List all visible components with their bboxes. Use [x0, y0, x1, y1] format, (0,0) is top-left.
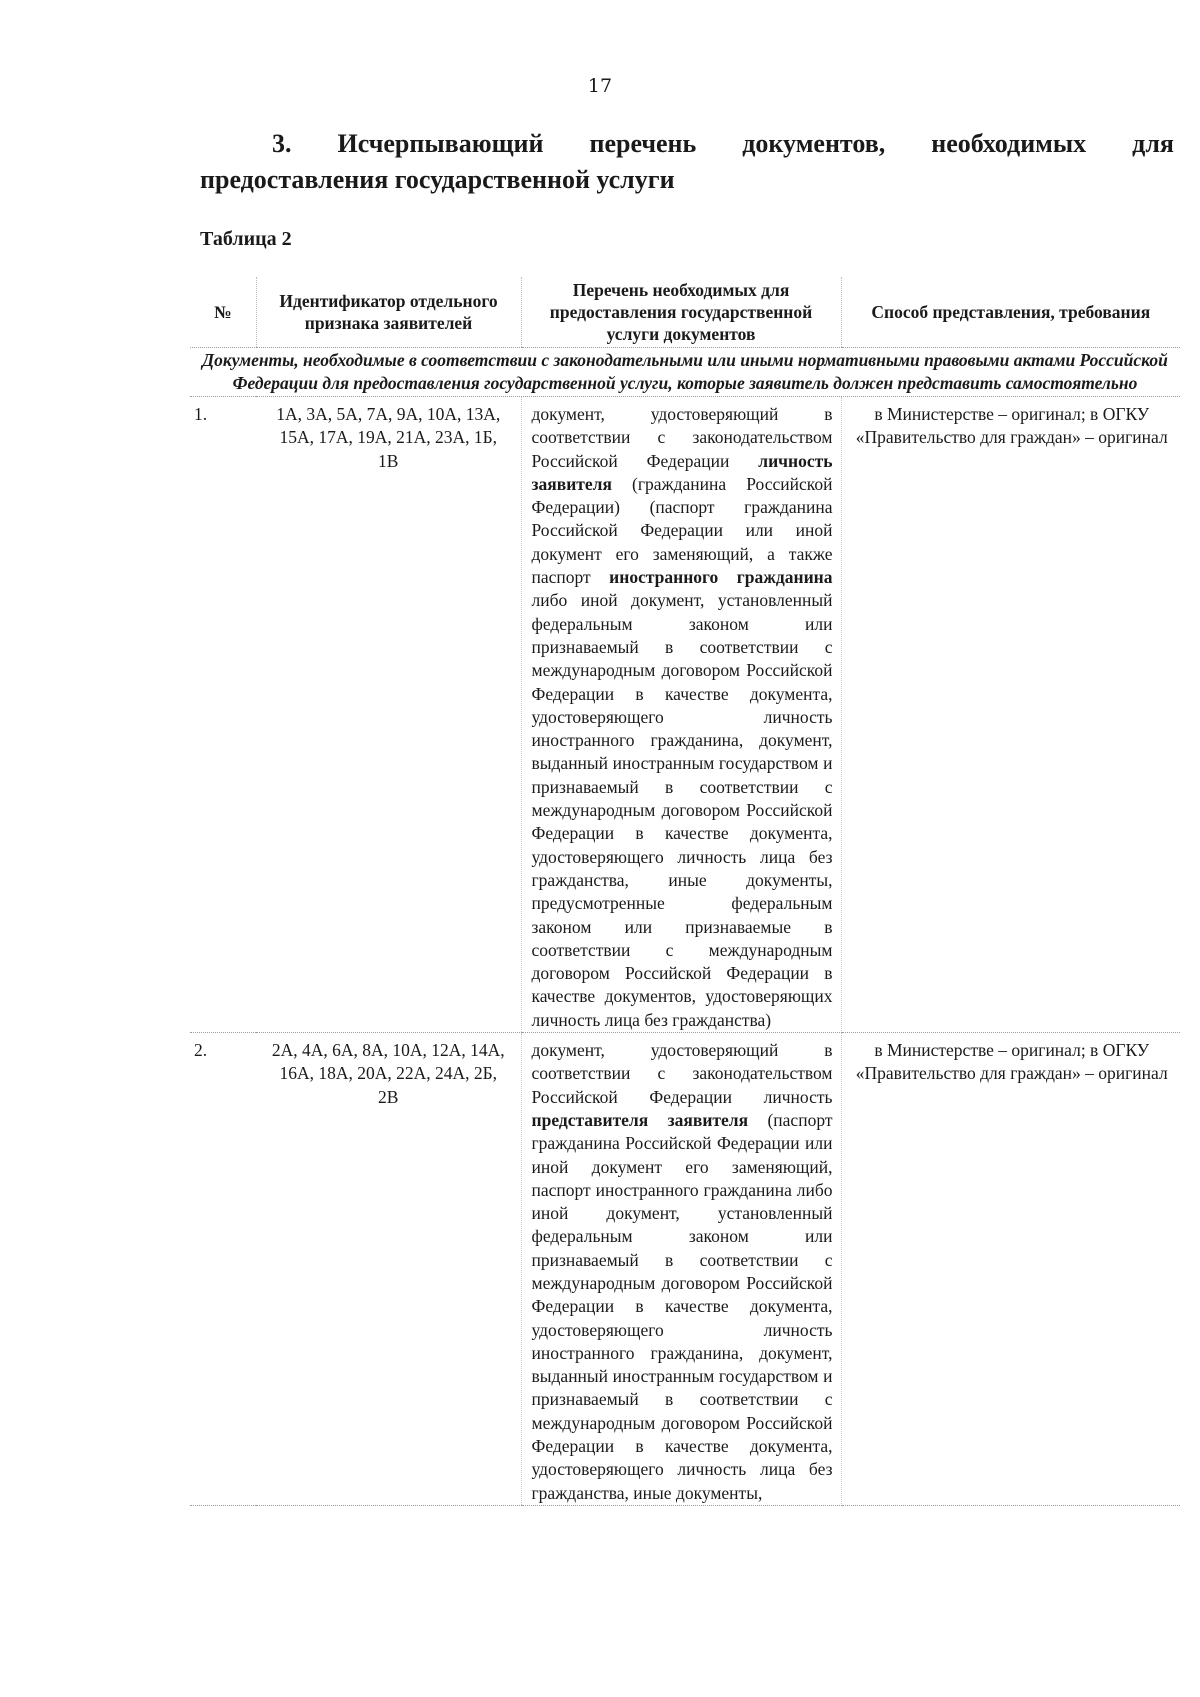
- table-label: Таблица 2: [200, 228, 292, 250]
- row-submission-method: в Министерстве – оригинал; в ОГКУ «Правительство для граждан» – оригинал: [841, 397, 1180, 1033]
- table-row: [190, 397, 1180, 1033]
- row-identifiers: 1А, 3А, 5А, 7А, 9А, 10А, 13А, 15А, 17А, 19А, 21А, 23А, 1Б, 1В: [256, 397, 521, 1033]
- section-title-row: [190, 348, 1180, 397]
- documents-table: [190, 277, 1180, 1506]
- row-submission-method: в Министерстве – оригинал; в ОГКУ «Правительство для граждан» – оригинал: [841, 1033, 1180, 1506]
- column-header-documents: Перечень необходимых для предоставления государственной услуги документов: [521, 277, 841, 348]
- row-number: 1.: [190, 397, 256, 1033]
- column-header-identifier: Идентификатор отдельного признака заявителей: [256, 277, 521, 348]
- doc-bold-text: личность заявителя: [531, 450, 833, 494]
- doc-text: (паспорт гражданина Российской Федерации или иной документ его заменяющий, паспорт иностранного гражданина либо иной документ, установленный федеральным законом или признаваемый в соответствии с международным договором Российской Федерации в качестве документа, удостоверяющего личность иностранного гражданина, документ, выданный иностранным государством и признаваемый в соответствии с международным договором Российской Федерации в качестве документа, удостоверяющего личность лица без гражданства, иные документы,: [531, 1109, 833, 1503]
- row-document-description: [521, 397, 841, 1033]
- heading-word: Исчерпывающий: [337, 129, 544, 158]
- doc-text: (гражданина Российской Федерации) (паспорт гражданина Российской Федерации или иной документ его заменяющий, а также паспорт: [531, 473, 833, 588]
- row-number: 2.: [190, 1033, 256, 1506]
- page-number: 17: [587, 75, 613, 97]
- doc-text: документ, удостоверяющий в соответствии с законодательством Российской Федерации личность: [531, 1040, 833, 1107]
- section-heading-line1: [200, 126, 1174, 162]
- row-identifiers: 2А, 4А, 6А, 8А, 10А, 12А, 14А, 16А, 18А, 20А, 22А, 24А, 2Б, 2В: [256, 1033, 521, 1506]
- table-row: [190, 1033, 1180, 1506]
- heading-word: необходимых: [931, 129, 1087, 158]
- heading-word: для: [1132, 129, 1174, 158]
- section-heading: [200, 126, 1174, 198]
- doc-bold-text: представителя заявителя: [531, 1109, 749, 1130]
- row-document-description: [521, 1033, 841, 1506]
- doc-bold-text: иностранного гражданина: [609, 567, 833, 588]
- heading-word: документов,: [742, 129, 886, 158]
- column-header-number: №: [190, 277, 256, 348]
- doc-text: либо иной документ, установленный федеральным законом или признаваемый в соответствии с международным договором Российской Федерации в качестве документа, удостоверяющего личность иностранного гражданина, документ, выданный иностранным государством и признаваемый в соответствии с международным договором Российской Федерации в качестве документа, удостоверяющего личность лица без гражданства, иные документы, предусмотренные федеральным законом или признаваемые в соответствии с международным договором Российской Федерации в качестве документов, удостоверяющих личность лица без гражданства): [531, 590, 833, 1030]
- section-heading-line2: предоставления государственной услуги: [200, 165, 675, 194]
- section-title: Документы, необходимые в соответствии с законодательными или иными нормативными правовыми актами Российской Федерации для предоставления государственной услуги, которые заявитель должен представить самостоятельно: [190, 348, 1180, 397]
- column-header-method: Способ представления, требования: [841, 277, 1180, 348]
- heading-word: 3.: [272, 129, 292, 158]
- doc-text: документ, удостоверяющий в соответствии с законодательством Российской Федерации: [531, 404, 833, 471]
- table-header-row: [190, 277, 1180, 348]
- heading-word: перечень: [589, 129, 697, 158]
